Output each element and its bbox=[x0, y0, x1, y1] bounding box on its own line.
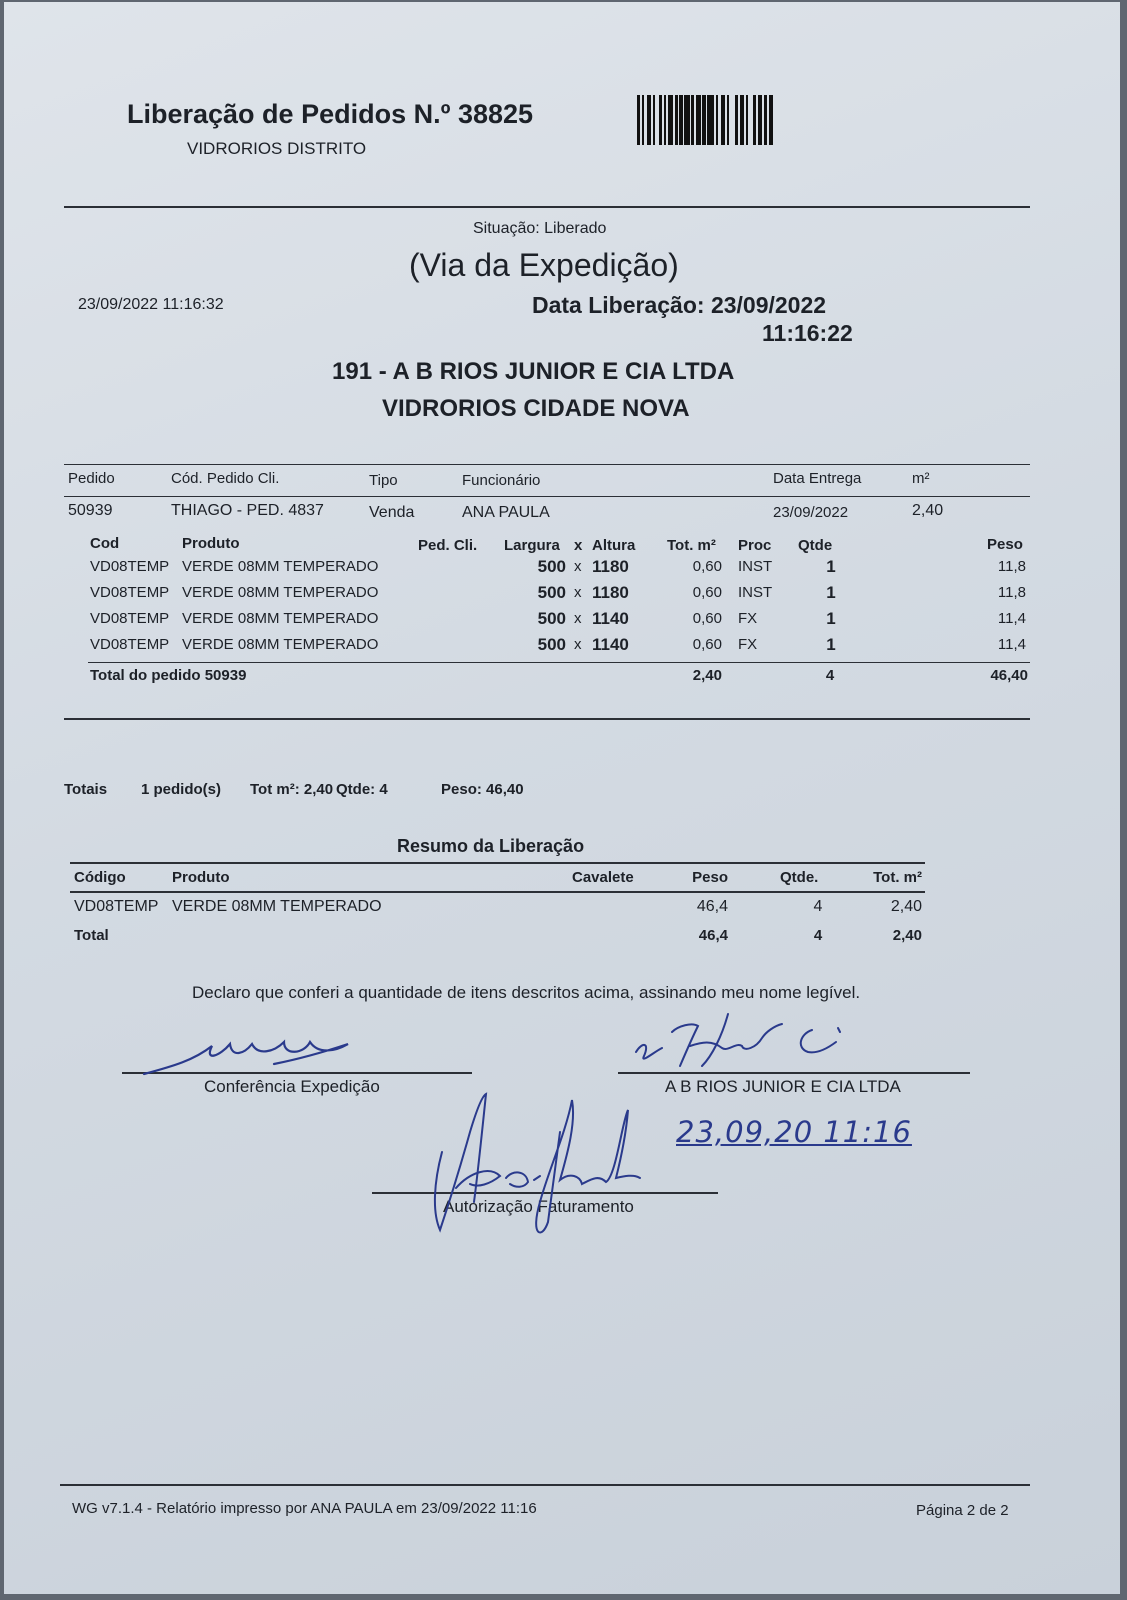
order-table-top-rule bbox=[64, 464, 1030, 465]
summary-row-qtde: 4 bbox=[813, 898, 823, 915]
item-cod: VD08TEMP bbox=[90, 558, 170, 575]
printed-timestamp: 23/09/2022 11:16:32 bbox=[78, 296, 224, 313]
summary-header-codigo: Código bbox=[74, 869, 126, 886]
item-cod: VD08TEMP bbox=[90, 636, 170, 653]
item-x: x bbox=[574, 584, 582, 601]
item-tot-m2: 0,60 bbox=[692, 558, 722, 575]
company-name: VIDRORIOS DISTRITO bbox=[187, 139, 367, 158]
totals-m2: Tot m²: 2,40 bbox=[250, 781, 334, 798]
signature-label-cliente: A B RIOS JUNIOR E CIA LTDA bbox=[665, 1077, 901, 1096]
item-header-largura: Largura bbox=[504, 537, 560, 554]
item-proc: INST bbox=[738, 584, 773, 601]
summary-header-tot-m2: Tot. m² bbox=[873, 869, 922, 886]
summary-total-label: Total bbox=[74, 927, 109, 944]
item-proc: FX bbox=[738, 610, 758, 627]
summary-header-produto: Produto bbox=[172, 869, 230, 886]
item-header-peso: Peso bbox=[987, 536, 1023, 553]
item-tot-m2: 0,60 bbox=[692, 584, 722, 601]
handwritten-signature-cliente bbox=[632, 1012, 862, 1078]
summary-header-qtde: Qtde. bbox=[780, 869, 819, 886]
document-page bbox=[4, 2, 1120, 1594]
item-x: x bbox=[574, 610, 582, 627]
header-divider bbox=[64, 206, 1030, 208]
item-largura: 500 bbox=[537, 635, 566, 654]
status-text: Situação: Liberado bbox=[473, 220, 607, 237]
item-proc: INST bbox=[738, 558, 773, 575]
item-produto: VERDE 08MM TEMPERADO bbox=[182, 558, 379, 575]
item-header-proc: Proc bbox=[738, 537, 772, 554]
item-produto: VERDE 08MM TEMPERADO bbox=[182, 610, 379, 627]
customer-branch: VIDRORIOS CIDADE NOVA bbox=[382, 395, 690, 422]
summary-total-qtde: 4 bbox=[813, 927, 823, 944]
summary-row-codigo: VD08TEMP bbox=[74, 898, 159, 915]
page-title: Liberação de Pedidos N.º 38825 bbox=[127, 99, 534, 129]
item-peso: 11,8 bbox=[997, 584, 1026, 601]
totals-pedidos: 1 pedido(s) bbox=[141, 781, 222, 798]
order-delivery-date: 23/09/2022 bbox=[773, 504, 849, 521]
order-client-code: THIAGO - PED. 4837 bbox=[171, 502, 324, 519]
copy-label: (Via da Expedição) bbox=[409, 247, 679, 283]
item-header-qtde: Qtde bbox=[798, 537, 833, 554]
handwritten-date: 23,09,20 11:16 bbox=[676, 1115, 912, 1149]
item-header-altura: Altura bbox=[592, 537, 636, 554]
summary-header-peso: Peso bbox=[692, 869, 728, 886]
item-proc: FX bbox=[738, 636, 758, 653]
item-x: x bbox=[574, 636, 582, 653]
barcode-icon bbox=[637, 95, 809, 145]
totals-label: Totais bbox=[64, 781, 108, 798]
item-x: x bbox=[574, 558, 582, 575]
item-altura: 1140 bbox=[592, 635, 629, 654]
order-employee: ANA PAULA bbox=[462, 504, 550, 521]
handwritten-signature-autorizacao bbox=[430, 1092, 650, 1242]
order-total-label: Total do pedido 50939 bbox=[90, 667, 247, 684]
handwritten-signature-conferencia bbox=[134, 1032, 364, 1082]
item-peso: 11,4 bbox=[997, 636, 1026, 653]
release-date: Data Liberação: 23/09/2022 bbox=[532, 292, 827, 318]
summary-total-peso: 46,4 bbox=[698, 927, 728, 944]
signature-label-autorizacao: Autorização Faturamento bbox=[443, 1197, 634, 1216]
col-header-funcionario: Funcionário bbox=[462, 472, 541, 489]
item-largura: 500 bbox=[537, 557, 566, 576]
item-header-ped-cli: Ped. Cli. bbox=[418, 537, 478, 554]
item-largura: 500 bbox=[537, 583, 566, 602]
summary-header-rule bbox=[70, 891, 925, 893]
order-total-peso: 46,40 bbox=[990, 667, 1028, 684]
footer-page-number: Página 2 de 2 bbox=[916, 1502, 1009, 1519]
item-tot-m2: 0,60 bbox=[692, 636, 722, 653]
item-header-cod: Cod bbox=[90, 535, 120, 552]
declaration-text: Declaro que conferi a quantidade de itens descritos acima, assinando meu nome legível. bbox=[192, 983, 861, 1002]
item-qtde: 1 bbox=[826, 557, 836, 576]
col-header-data-entrega: Data Entrega bbox=[773, 470, 862, 487]
summary-top-rule bbox=[70, 862, 925, 864]
item-header-produto: Produto bbox=[182, 535, 240, 552]
summary-row-tot-m2: 2,40 bbox=[890, 898, 922, 915]
item-altura: 1180 bbox=[592, 583, 629, 602]
item-qtde: 1 bbox=[826, 583, 836, 602]
customer-name: 191 - A B RIOS JUNIOR E CIA LTDA bbox=[332, 358, 735, 385]
col-header-pedido: Pedido bbox=[68, 470, 115, 487]
summary-header-cavalete: Cavalete bbox=[572, 869, 634, 886]
summary-row-peso: 46,4 bbox=[696, 898, 728, 915]
order-m2: 2,40 bbox=[912, 502, 944, 519]
order-type: Venda bbox=[369, 504, 415, 521]
item-header-x: x bbox=[574, 537, 583, 554]
order-total-qtde: 4 bbox=[825, 667, 835, 684]
footer-printed-by: WG v7.1.4 - Relatório impresso por ANA PAULA em 23/09/2022 11:16 bbox=[72, 1500, 537, 1517]
summary-total-tot-m2: 2,40 bbox=[892, 927, 922, 944]
footer-rule bbox=[60, 1484, 1030, 1486]
item-qtde: 1 bbox=[826, 635, 836, 654]
order-section-divider bbox=[64, 718, 1030, 720]
item-peso: 11,4 bbox=[997, 610, 1026, 627]
item-header-tot-m2: Tot. m² bbox=[667, 537, 716, 554]
item-cod: VD08TEMP bbox=[90, 610, 170, 627]
item-produto: VERDE 08MM TEMPERADO bbox=[182, 636, 379, 653]
order-number: 50939 bbox=[68, 502, 113, 519]
order-total-rule bbox=[88, 662, 1030, 663]
item-altura: 1140 bbox=[592, 609, 629, 628]
item-largura: 500 bbox=[537, 609, 566, 628]
order-total-m2: 2,40 bbox=[692, 667, 722, 684]
item-altura: 1180 bbox=[592, 557, 629, 576]
totals-qtde: Qtde: 4 bbox=[336, 781, 388, 798]
summary-row-produto: VERDE 08MM TEMPERADO bbox=[172, 898, 382, 915]
item-qtde: 1 bbox=[826, 609, 836, 628]
item-cod: VD08TEMP bbox=[90, 584, 170, 601]
summary-title: Resumo da Liberação bbox=[397, 836, 585, 856]
order-table-header-rule bbox=[64, 496, 1030, 497]
col-header-tipo: Tipo bbox=[369, 472, 398, 489]
col-header-cod-pedido-cli: Cód. Pedido Cli. bbox=[171, 470, 280, 487]
release-time: 11:16:22 bbox=[762, 320, 853, 346]
item-produto: VERDE 08MM TEMPERADO bbox=[182, 584, 379, 601]
item-peso: 11,8 bbox=[997, 558, 1026, 575]
item-tot-m2: 0,60 bbox=[692, 610, 722, 627]
totals-peso: Peso: 46,40 bbox=[441, 781, 524, 798]
signature-label-conferencia: Conferência Expedição bbox=[204, 1077, 380, 1096]
col-header-m2: m² bbox=[912, 470, 930, 487]
